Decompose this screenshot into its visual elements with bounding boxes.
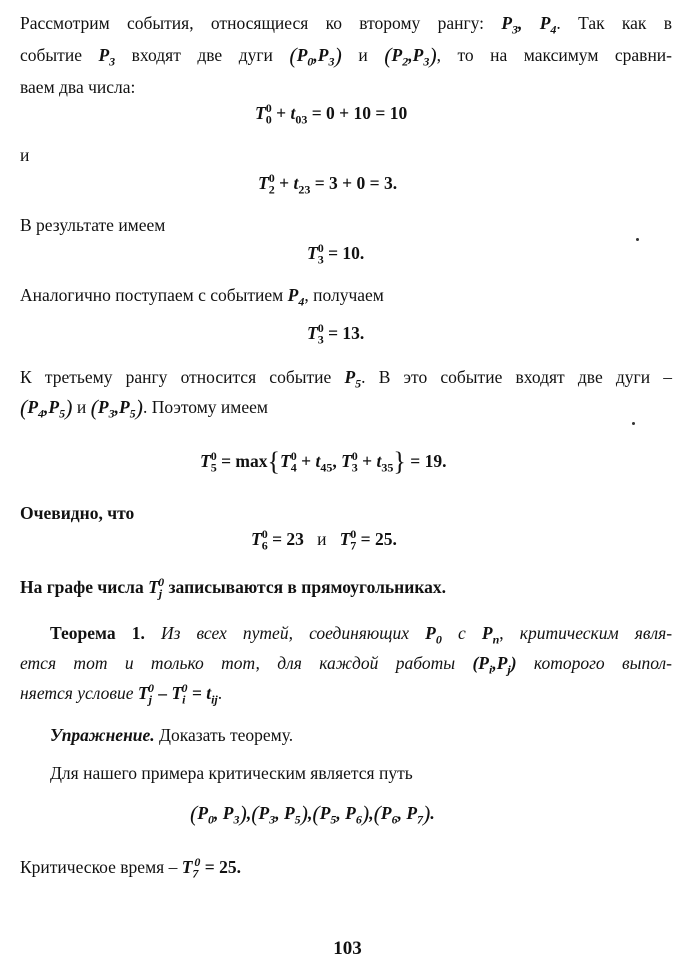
math-inline: $P_3$, $P_4$	[501, 13, 557, 37]
scan-speck	[636, 238, 639, 241]
equation: $T_3^0 = 10$.	[307, 241, 365, 267]
text-line: Для нашего примера критическим является путь	[50, 763, 413, 783]
text-line: событие $P_3$ входят две дуги $(P_0,P_3)$ и $(P_2,P_3)$, то на максимум сравни-	[20, 43, 673, 69]
math-inline: $(P_3,P_5)$	[90, 395, 143, 421]
page-number: 103	[333, 938, 362, 959]
equation: $T_0^0 + t_{03} = 0 + 10 = 10$	[255, 101, 408, 127]
scan-speck	[632, 422, 635, 425]
equation: $T_3^0 = 13$.	[307, 321, 365, 347]
math-inline: $P_0$	[425, 623, 442, 647]
math-inline: $P_n$	[481, 623, 500, 647]
equation: $T_5^0 = \max\{T_4^0 + t_{45}$, $T_3^0 + t_{35}\} = 19$.	[200, 447, 447, 476]
math-inline: $(P_0,P_3)$	[289, 43, 342, 69]
text-line: Критическое время – $T_7^0 = 25$.	[20, 855, 242, 881]
text-line: и	[20, 145, 30, 165]
math-inline: $T_7^0$	[181, 855, 201, 881]
text-line: К третьему рангу относится событие $P_5$. В это событие входят две дуги –	[20, 367, 672, 391]
theorem-line: Теорема 1. Из всех путей, соединяющих $P_0$ с $P_n$, критическим явля-	[50, 623, 673, 647]
text-line: В результате имеем	[20, 215, 166, 235]
equation: $T_2^0 + t_{23} = 3 + 0 = 3$.	[258, 171, 398, 197]
math-inline: $P_4$	[287, 285, 305, 309]
theorem-line: ется тот и только тот, для каждой работы $(P_i,P_j)$ которого выпол-	[20, 653, 672, 677]
text-line: На графе числа $T_j^0$ записываются в прямоугольниках.	[20, 575, 447, 601]
math-inline: $P_5$	[344, 367, 362, 391]
math-inline: $P_3$	[98, 45, 116, 69]
text-line: Аналогично поступаем с событием $P_4$, получаем	[20, 285, 384, 309]
equation: ($P_0$, $P_3),(P_3$, $P_5),(P_5$, $P_6),(P_6$, $P_7$).	[190, 801, 435, 827]
math-inline: $(P_i,P_j)$	[472, 653, 517, 677]
text-line: Очевидно, что	[20, 503, 135, 523]
text-line: $(P_4,P_5)$ и $(P_3,P_5)$. Поэтому имеем	[20, 395, 268, 421]
text-line: ваем два числа:	[20, 77, 136, 97]
text-line: Рассмотрим события, относящиеся ко второму рангу: $P_3$, $P_4$. Так как в	[20, 13, 672, 37]
theorem-line: няется условие $T_j^0 - T_i^0 = t_{ij}$.	[20, 681, 223, 707]
math-inline: $T_j^0$	[148, 575, 165, 601]
math-inline: $(P_2,P_3)$	[384, 43, 437, 69]
equation: $T_6^0 = 23$ и $T_7^0 = 25$.	[251, 527, 397, 553]
math-inline: $T_j^0 - T_i^0 = t_{ij}$	[137, 681, 218, 707]
math-inline: $(P_4,P_5)$	[20, 395, 73, 421]
exercise-line: Упражнение. Доказать теорему.	[50, 725, 294, 745]
